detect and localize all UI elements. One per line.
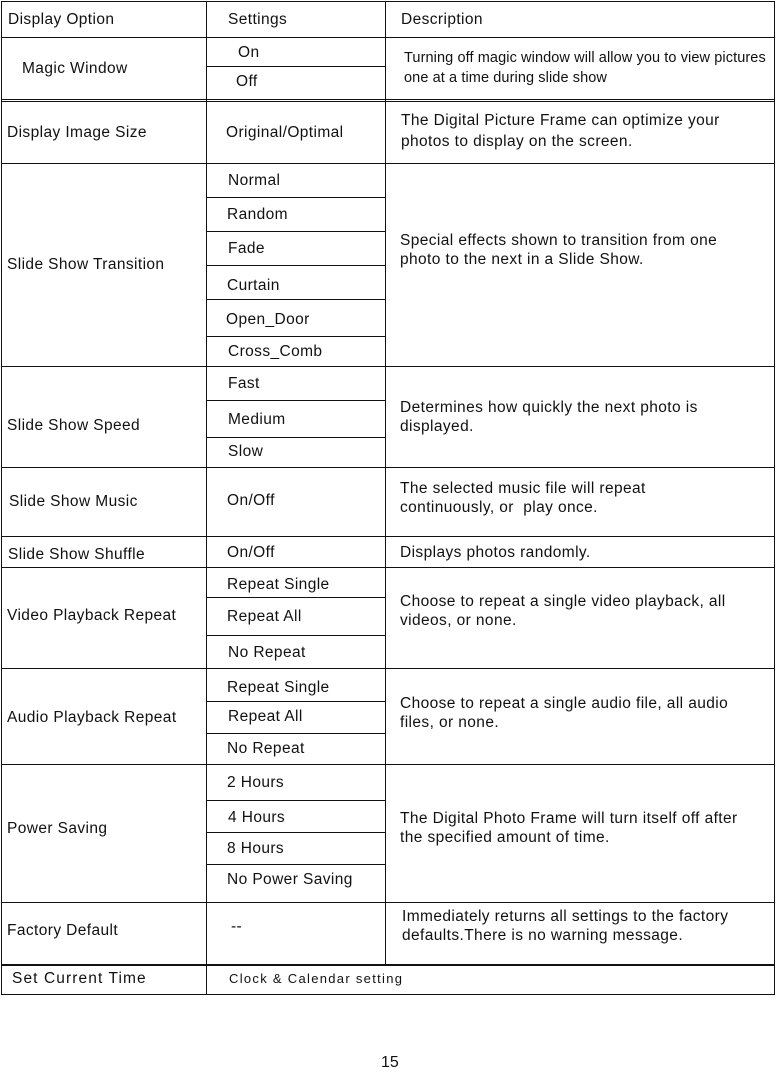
setting-value: Medium (228, 411, 286, 428)
table-rule (1, 902, 775, 903)
table-rule (206, 832, 385, 833)
table-rule (206, 299, 385, 300)
setting-value: Fade (228, 240, 265, 257)
table-rule (206, 437, 385, 438)
table-rule (1, 567, 775, 568)
setting-value: Repeat All (228, 708, 303, 725)
table-rule (206, 800, 385, 801)
table-rule (1, 37, 775, 38)
table-rule (1, 994, 775, 995)
setting-value: Fast (228, 375, 260, 392)
option-label: Slide Show Speed (7, 417, 141, 434)
option-description: The Digital Picture Frame can optimize your photos to display on the screen. (401, 112, 720, 150)
table-rule (1, 1, 775, 2)
table-rule (206, 336, 385, 337)
setting-value: Curtain (227, 277, 280, 294)
table-rule (1, 668, 775, 669)
table-rule (206, 597, 385, 598)
option-label: Factory Default (7, 922, 119, 939)
setting-value: 8 Hours (227, 840, 285, 857)
option-description: Displays photos randomly. (400, 544, 591, 561)
option-label: Slide Show Transition (7, 256, 165, 273)
setting-value: 2 Hours (227, 774, 285, 791)
table-rule (206, 231, 385, 232)
header-display-option: Display Option (8, 11, 115, 28)
table-rule (206, 701, 385, 702)
setting-value: No Repeat (228, 644, 306, 661)
table-rule (206, 635, 385, 636)
table-rule (1, 1, 2, 995)
option-description: The Digital Photo Frame will turn itself off after the specified amount of time. (400, 810, 738, 846)
option-label: Audio Playback Repeat (7, 709, 177, 726)
setting-value: On/Off (227, 544, 275, 561)
table-rule (774, 1, 775, 995)
option-description: Turning off magic window will allow you to view pictures one at a time during slide show (404, 50, 766, 86)
table-rule (1, 101, 775, 102)
table-rule (206, 265, 385, 266)
setting-value: Off (236, 73, 258, 90)
option-label: Slide Show Shuffle (8, 546, 146, 563)
setting-value: No Power Saving (227, 871, 353, 888)
table-rule (206, 733, 385, 734)
table-rule (1, 964, 775, 966)
table-rule (206, 1, 207, 995)
setting-value: Open_Door (226, 311, 310, 328)
option-description: Special effects shown to transition from one photo to the next in a Slide Show. (400, 232, 718, 268)
option-label: Slide Show Music (9, 493, 138, 510)
setting-value: On/Off (227, 492, 275, 509)
option-label: Magic Window (22, 60, 128, 77)
header-description: Description (401, 11, 483, 28)
table-rule (1, 536, 775, 537)
setting-value: Normal (228, 172, 281, 189)
setting-value: 4 Hours (228, 809, 286, 826)
setting-value: Random (227, 206, 288, 223)
option-label: Set Current Time (12, 970, 147, 987)
setting-value: On (238, 44, 260, 61)
setting-value: Clock & Calendar setting (229, 971, 404, 986)
setting-value: -- (231, 918, 243, 935)
option-description: Choose to repeat a single audio file, all audio files, or none. (400, 695, 729, 731)
table-rule (1, 467, 775, 468)
setting-value: Repeat Single (227, 679, 330, 696)
table-rule (1, 366, 775, 367)
table-rule (206, 400, 385, 401)
option-label: Power Saving (7, 820, 108, 837)
option-description: Immediately returns all settings to the factory defaults.There is no warning message. (402, 908, 729, 944)
option-description: The selected music file will repeat continuously, or play once. (400, 480, 651, 516)
setting-value: Repeat All (227, 608, 302, 625)
header-settings: Settings (228, 11, 288, 28)
setting-value: No Repeat (227, 740, 305, 757)
table-rule (206, 66, 386, 67)
page-number: 15 (381, 1054, 399, 1071)
setting-value: Slow (228, 443, 264, 460)
setting-value: Cross_Comb (228, 343, 323, 360)
table-rule (1, 163, 775, 164)
option-description: Determines how quickly the next photo is displayed. (400, 399, 698, 435)
table-rule (1, 764, 775, 765)
table-rule (385, 1, 386, 965)
setting-value: Original/Optimal (226, 124, 344, 141)
option-label: Display Image Size (7, 124, 147, 141)
table-rule (1, 99, 775, 100)
setting-value: Repeat Single (227, 576, 330, 593)
table-rule (206, 197, 385, 198)
option-description: Choose to repeat a single video playback, all videos, or none. (400, 593, 726, 629)
table-rule (206, 864, 385, 865)
option-label: Video Playback Repeat (7, 607, 177, 624)
